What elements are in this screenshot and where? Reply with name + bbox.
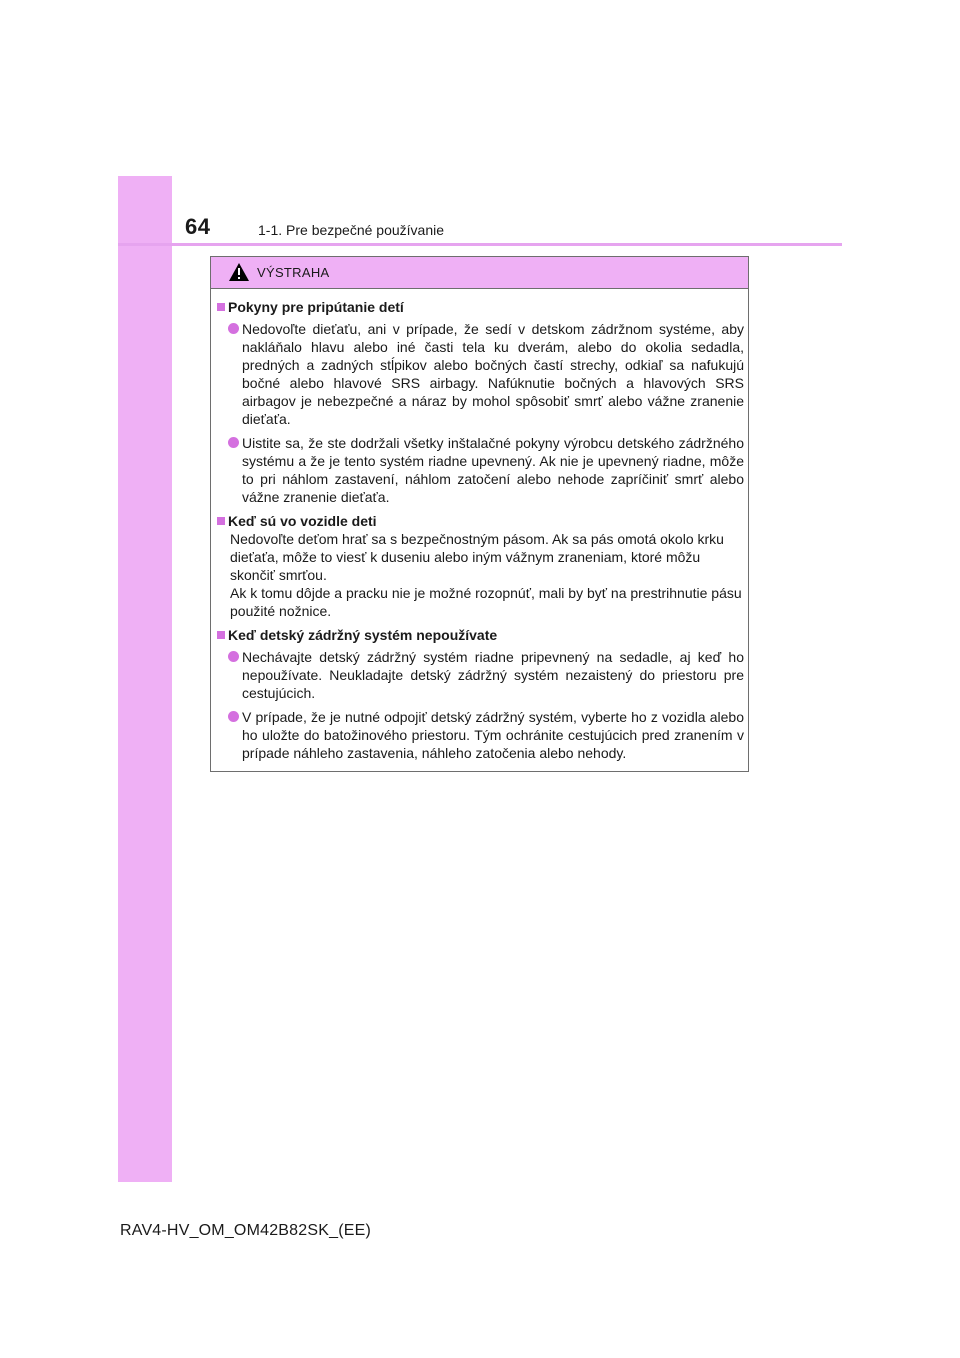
group-heading: Keď detský zádržný systém nepoužívate xyxy=(217,626,744,644)
round-bullet-icon xyxy=(228,437,239,448)
warning-header xyxy=(211,257,748,289)
section-title: 1-1. Pre bezpečné používanie xyxy=(258,222,445,238)
warning-box xyxy=(210,256,749,772)
bullet-item: V prípade, že je nutné odpojiť detský zádržný systém, vyberte ho z vozidla alebo ho uložte do batožinového priestoru. Tým ochránite cestujúcich pred zranením v prípade náhleho zastavenia, náhleho zatočenia alebo nehody. xyxy=(217,708,744,762)
round-bullet-icon xyxy=(228,711,239,722)
page-number: 64 xyxy=(185,214,211,239)
paragraph: Nedovoľte deťom hrať sa s bezpečnostným pásom. Ak sa pás omotá okolo krku dieťaťa, môže to viesť k duseniu alebo iným vážnym zraneniam, ktoré môžu skončiť smrťou. xyxy=(230,531,724,583)
header-rule xyxy=(118,243,842,246)
document-code: RAV4-HV_OM_OM42B82SK_(EE) xyxy=(120,1222,372,1239)
paragraph: Ak k tomu dôjde a pracku nie je možné rozopnúť, mali by byť na prestrihnutie pásu použité nožnice. xyxy=(230,585,742,619)
round-bullet-icon xyxy=(228,651,239,662)
warning-title: VÝSTRAHA xyxy=(257,265,330,280)
square-bullet-icon xyxy=(217,303,225,311)
square-bullet-icon xyxy=(217,517,225,525)
group-heading: Keď sú vo vozidle deti xyxy=(217,512,744,530)
group-heading: Pokyny pre pripútanie detí xyxy=(217,298,744,316)
bullet-item: Nechávajte detský zádržný systém riadne pripevnený na sedadle, aj keď ho nepoužívate. Neukladajte detský zádržný systém nezaistený do priestoru pre cestujúcich. xyxy=(217,648,744,702)
warning-content xyxy=(217,298,744,762)
round-bullet-icon xyxy=(228,323,239,334)
warning-triangle-icon xyxy=(228,262,250,282)
side-color-band xyxy=(118,176,172,1182)
square-bullet-icon xyxy=(217,631,225,639)
bullet-item: Nedovoľte dieťaťu, ani v prípade, že sedí v detskom zádržnom systéme, aby nakláňalo hlavu alebo iné časti tela ku dverám, alebo do okolia sedadla, predných a zadných stĺpikov alebo bočných častí strechy, odkiaľ sa nafukujú bočné alebo hlavové SRS airbagy. Nafúknutie bočných a hlavových SRS airbagov je nebezpečné a náraz by mohol spôsobiť smrť alebo vážne zranenie dieťaťa. xyxy=(217,320,744,428)
bullet-item: Uistite sa, že ste dodržali všetky inštalačné pokyny výrobcu detského zádržného systému a že je tento systém riadne upevnený. Ak nie je upevnený riadne, môže to pri náhlom zastavení, náhlom zatočení alebo nehode zapríčiniť smrť alebo vážne zranenie dieťaťa. xyxy=(217,434,744,506)
